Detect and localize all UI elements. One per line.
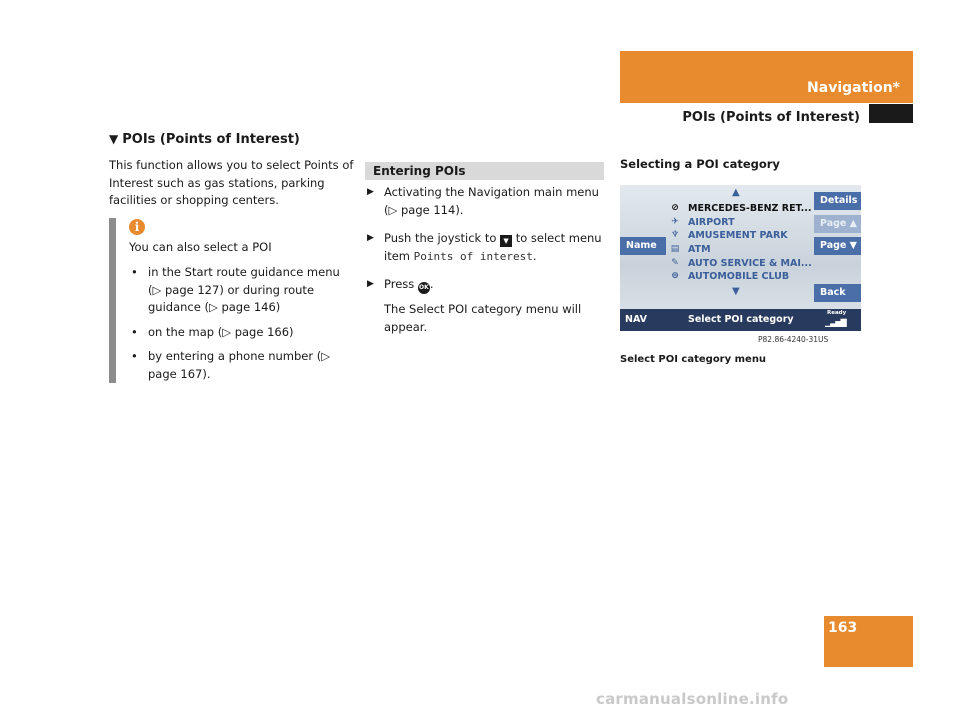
list-item <box>668 258 818 272</box>
step-arrow-icon: ▶ <box>367 187 374 197</box>
auto-club-icon: ⊜ <box>671 271 679 282</box>
section-heading: Entering POIs <box>365 162 604 180</box>
back-softkey[interactable]: Back <box>814 284 861 302</box>
subsection-title: POIs (Points of Interest) <box>682 110 860 125</box>
step-text: . <box>532 248 537 263</box>
step-text: Activating the Navigation main menu (▷ page 114). <box>384 185 599 217</box>
list-item <box>668 244 818 258</box>
page-title <box>109 132 300 147</box>
atm-icon: ▤ <box>670 244 680 255</box>
page-title-text: POIs (Points of Interest) <box>122 132 300 147</box>
list-item-label: AMUSEMENT PARK <box>688 230 788 242</box>
screen-status-bar <box>620 309 861 331</box>
note-sidebar <box>109 218 116 383</box>
triangle-down-icon: ▼ <box>109 132 119 146</box>
list-item: • on the map (▷ page 166) <box>129 324 354 342</box>
list-item-label: AUTO SERVICE & MAI... <box>688 257 812 269</box>
step-2 <box>365 230 605 265</box>
step-text: Push the joystick to <box>384 231 501 245</box>
note-list <box>129 264 354 390</box>
list-item <box>668 217 818 231</box>
figure-heading: Selecting a POI category <box>620 157 780 171</box>
status-title: Select POI category <box>688 314 794 325</box>
intro-paragraph: This function allows you to select Points of Interest such as gas stations, parking facilities or shopping centers. <box>109 158 354 207</box>
list-item-label: AIRPORT <box>688 216 735 228</box>
list-item <box>668 271 818 285</box>
header-black-tab <box>869 104 913 123</box>
joystick-down-icon: ▼ <box>500 235 512 247</box>
poi-category-screen <box>620 185 861 331</box>
steps <box>365 184 605 336</box>
signal-strength-icon: ▁▃▅▇ <box>825 318 846 327</box>
poi-category-list <box>668 203 818 285</box>
ok-button-icon: OK <box>418 282 430 294</box>
figure-code: P82.86-4240-31US <box>758 335 829 344</box>
page-down-softkey[interactable]: Page ▼ <box>814 237 861 255</box>
section-title: Navigation* <box>807 80 900 96</box>
page-number: 163 <box>828 620 858 636</box>
step-3 <box>365 276 605 294</box>
status-mode: NAV <box>625 314 648 325</box>
list-item-label: ATM <box>688 244 711 256</box>
name-softkey[interactable]: Name <box>620 237 666 255</box>
menu-item-code: Points of interest <box>413 249 533 263</box>
scroll-up-icon: ▲ <box>732 187 740 198</box>
list-item-label: MERCEDES-BENZ RET... <box>688 203 812 214</box>
watermark: carmanualsonline.info <box>596 690 789 708</box>
mercedes-star-icon: ⊘ <box>671 203 679 213</box>
amusement-park-icon: ♆ <box>670 230 680 241</box>
airplane-icon: ✈ <box>671 216 679 227</box>
step-1 <box>365 184 605 219</box>
step-text: to select menu item <box>384 231 602 263</box>
status-ready: Ready <box>827 310 847 316</box>
step-text: Press <box>384 277 418 291</box>
step-arrow-icon: ▶ <box>367 279 374 289</box>
list-item-label: AUTOMOBILE CLUB <box>688 271 790 283</box>
details-softkey[interactable]: Details <box>814 192 861 210</box>
note-lead: You can also select a POI <box>129 240 272 254</box>
step-text: . <box>429 277 434 291</box>
info-icon: i <box>129 219 145 235</box>
figure-caption: Select POI category menu <box>620 354 767 365</box>
list-item: • in the Start route guidance menu (▷ page 127) or during route guidance (▷ page 146) <box>129 264 354 317</box>
wrench-icon: ✎ <box>671 257 679 268</box>
step-result: The Select POI category menu will appear. <box>384 302 582 334</box>
list-item <box>668 230 818 244</box>
list-item <box>668 203 818 217</box>
scroll-down-icon: ▼ <box>732 286 740 297</box>
list-item: • by entering a phone number (▷ page 167). <box>129 348 354 383</box>
page-up-softkey[interactable]: Page ▲ <box>814 215 861 233</box>
step-arrow-icon: ▶ <box>367 233 374 243</box>
